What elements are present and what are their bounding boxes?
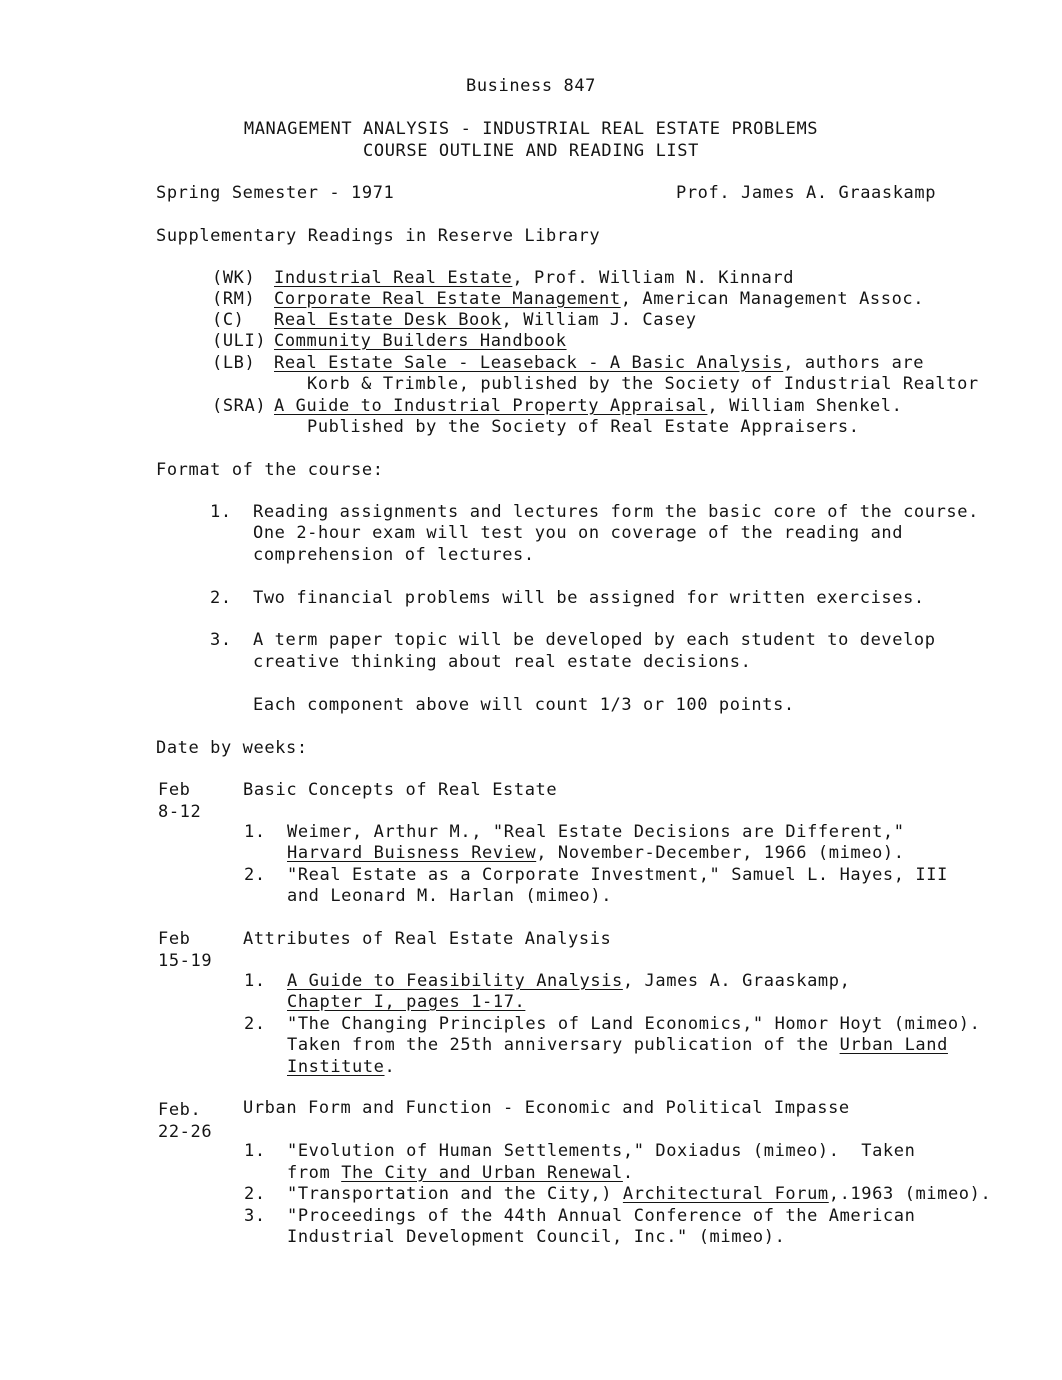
reading-text: and Leonard M. Harlan (mimeo).	[287, 886, 613, 906]
reading-item	[274, 310, 697, 330]
reading-detail: Taken from the 25th anniversary publication of the	[287, 1035, 840, 1055]
reading-detail: , James A. Graaskamp,	[622, 971, 851, 991]
reading-number: 2.	[244, 1014, 266, 1034]
reading-detail: ,.1963 (mimeo).	[828, 1184, 992, 1204]
format-number: 2.	[210, 588, 232, 608]
reading-title: Harvard Buisness Review	[287, 843, 537, 863]
reading-title: Industrial Real Estate	[274, 268, 513, 288]
reading-code: (SRA)	[212, 396, 267, 416]
reading-title: A Guide to Industrial Property Appraisal	[274, 396, 708, 416]
reading-text: Weimer, Arthur M., "Real Estate Decisions are Different,"	[287, 822, 905, 842]
week-date: Feb	[158, 780, 191, 800]
format-number: 1.	[210, 502, 232, 522]
reading-number: 3.	[244, 1206, 266, 1226]
reading-text	[287, 992, 525, 1012]
reading-number: 1.	[244, 822, 266, 842]
reading-code: (ULI)	[212, 331, 267, 351]
reading-title: The City and Urban Renewal	[341, 1163, 623, 1183]
week-topic: Basic Concepts of Real Estate	[243, 780, 558, 800]
course-title: MANAGEMENT ANALYSIS - INDUSTRIAL REAL ESTATE PROBLEMS	[243, 119, 819, 139]
reading-text: "Real Estate as a Corporate Investment," Samuel L. Hayes, III	[287, 865, 948, 885]
format-heading: Format of the course:	[156, 460, 384, 480]
format-text: comprehension of lectures.	[253, 545, 535, 565]
reading-text: Industrial Development Council, Inc." (mimeo).	[287, 1227, 786, 1247]
reading-number: 2.	[244, 1184, 266, 1204]
reading-detail: , American Management Assoc.	[620, 289, 925, 309]
reading-title: Urban Land	[839, 1035, 948, 1055]
reading-detail: , William Shenkel.	[707, 396, 903, 416]
reading-detail: , Prof. William N. Kinnard	[512, 268, 795, 288]
reading-text	[287, 1184, 991, 1204]
reading-text: "Proceedings of the 44th Annual Conference of the American	[287, 1206, 916, 1226]
reading-item	[274, 331, 567, 351]
reading-title: Corporate Real Estate Management	[274, 289, 621, 309]
format-text: One 2-hour exam will test you on coverage of the reading and	[253, 523, 904, 543]
semester: Spring Semester - 1971	[156, 183, 395, 203]
reading-text	[287, 843, 905, 863]
reading-code: (C)	[212, 310, 245, 330]
format-text: A term paper topic will be developed by each student to develop	[253, 630, 936, 650]
reading-item	[274, 289, 924, 309]
reading-title: Chapter I, pages 1-17.	[287, 992, 526, 1012]
reading-detail: from	[287, 1163, 342, 1183]
reading-item	[274, 268, 794, 288]
week-date: Feb.	[158, 1100, 202, 1120]
reading-continuation: Korb & Trimble, published by the Society of Industrial Realtor	[307, 374, 979, 394]
course-number: Business 847	[465, 76, 597, 96]
format-number: 3.	[210, 630, 232, 650]
reading-code: (WK)	[212, 268, 256, 288]
reading-text: "The Changing Principles of Land Economics," Homor Hoyt (mimeo).	[287, 1014, 981, 1034]
format-text: Two financial problems will be assigned for written exercises.	[253, 588, 925, 608]
reading-detail: .	[384, 1057, 396, 1077]
week-topic: Urban Form and Function - Economic and Political Impasse	[243, 1098, 850, 1118]
course-subtitle: COURSE OUTLINE AND READING LIST	[363, 141, 699, 161]
reading-detail: , authors are	[783, 353, 925, 373]
reading-title: A Guide to Feasibility Analysis	[287, 971, 623, 991]
reading-item	[274, 396, 902, 416]
professor: Prof. James A. Graaskamp	[676, 183, 937, 203]
reading-text	[287, 1057, 395, 1077]
reading-item	[274, 353, 924, 373]
week-topic: Attributes of Real Estate Analysis	[243, 929, 612, 949]
format-text: Reading assignments and lectures form the basic core of the course.	[253, 502, 979, 522]
supplementary-heading: Supplementary Readings in Reserve Library	[156, 226, 601, 246]
reading-text	[287, 1163, 634, 1183]
reading-title: Community Builders Handbook	[274, 331, 567, 351]
reading-text: "Evolution of Human Settlements," Doxiadus (mimeo). Taken	[287, 1141, 916, 1161]
reading-detail: , November-December, 1966 (mimeo).	[536, 843, 905, 863]
week-date-range: 15-19	[158, 951, 213, 971]
week-date: Feb	[158, 929, 191, 949]
reading-title: Real Estate Sale - Leaseback - A Basic Analysis	[274, 353, 784, 373]
reading-number: 2.	[244, 865, 266, 885]
reading-continuation: Published by the Society of Real Estate Appraisers.	[307, 417, 860, 437]
reading-code: (RM)	[212, 289, 256, 309]
week-date-range: 8-12	[158, 802, 202, 822]
grading-note: Each component above will count 1/3 or 100 points.	[253, 695, 795, 715]
week-date-range: 22-26	[158, 1122, 213, 1142]
format-text: creative thinking about real estate decisions.	[253, 652, 752, 672]
reading-text	[287, 971, 850, 991]
reading-number: 1.	[244, 1141, 266, 1161]
reading-text	[287, 1035, 948, 1055]
reading-title: Institute	[287, 1057, 385, 1077]
reading-detail: "Transportation and the City,)	[287, 1184, 623, 1204]
reading-code: (LB)	[212, 353, 256, 373]
reading-number: 1.	[244, 971, 266, 991]
reading-title: Real Estate Desk Book	[274, 310, 502, 330]
reading-title: Architectural Forum	[622, 1184, 829, 1204]
reading-detail: .	[622, 1163, 634, 1183]
schedule-heading: Date by weeks:	[156, 738, 308, 758]
reading-detail: , William J. Casey	[501, 310, 697, 330]
